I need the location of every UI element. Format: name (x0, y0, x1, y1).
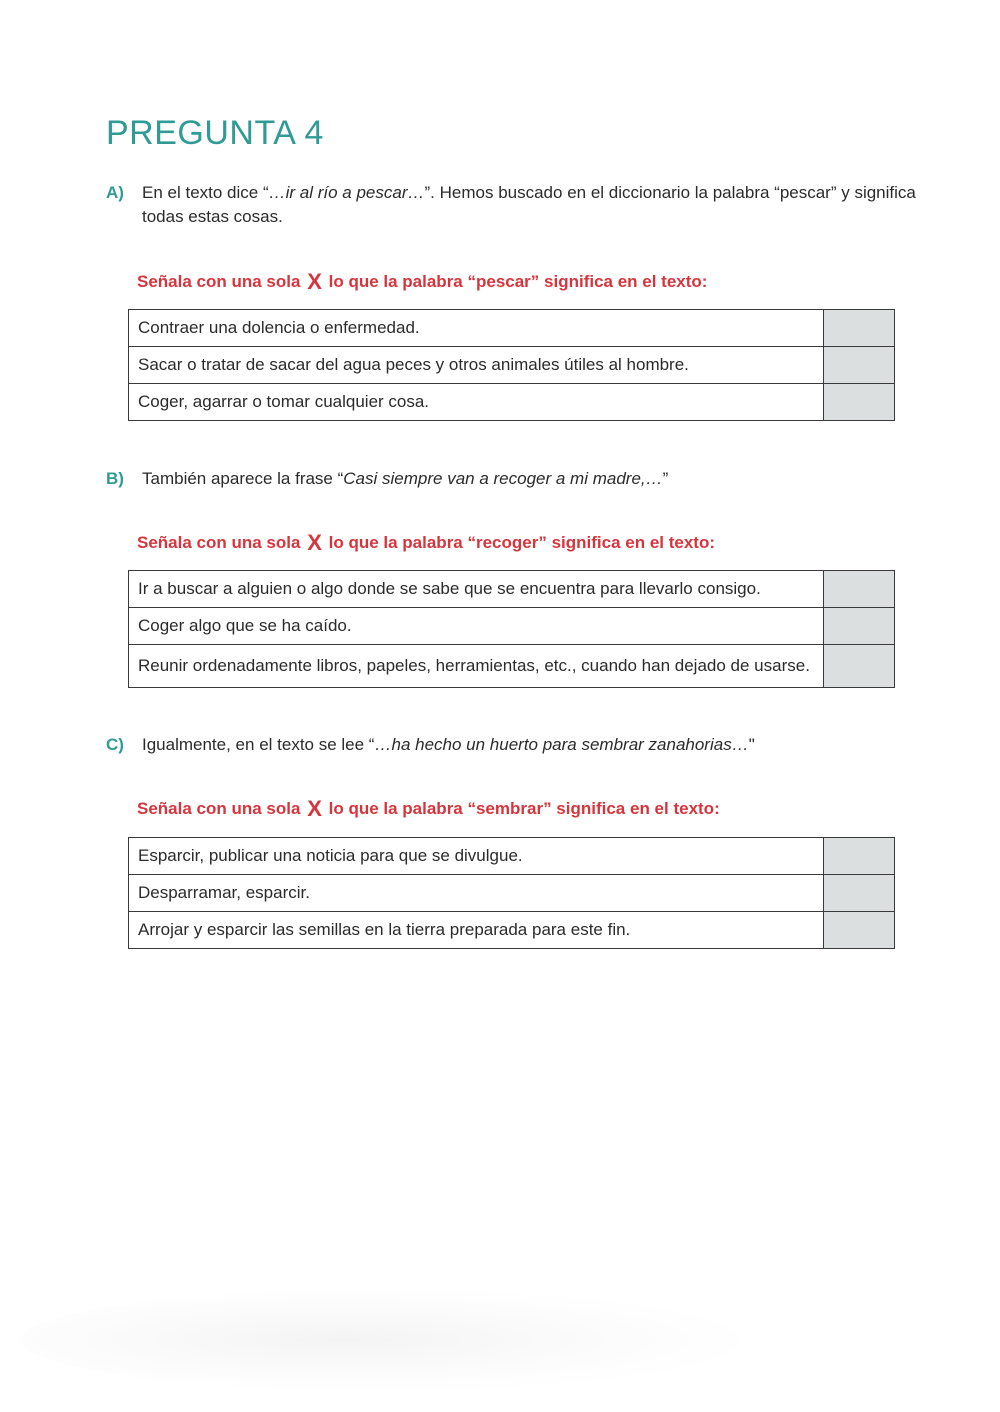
answer-checkbox[interactable] (824, 310, 895, 347)
options-table-c (128, 837, 895, 949)
answer-checkbox[interactable] (824, 645, 895, 688)
option-row (129, 310, 895, 347)
option-text: Reunir ordenadamente libros, papeles, herramientas, etc., cuando han dejado de usarse. (129, 645, 824, 688)
x-mark-icon: X (307, 530, 322, 555)
question-c (106, 733, 926, 757)
instruction-c: Señala con una sola X lo que la palabra “sembrar” significa en el texto: (137, 796, 720, 821)
option-row (129, 347, 895, 384)
background-smudge (20, 1290, 740, 1390)
option-text: Contraer una dolencia o enfermedad. (129, 310, 824, 347)
question-b-text: También aparece la frase “Casi siempre van a recoger a mi madre,…” (142, 469, 669, 488)
answer-checkbox[interactable] (824, 912, 895, 949)
x-mark-icon: X (307, 796, 322, 821)
question-a-letter: A) (106, 183, 124, 202)
option-text: Arrojar y esparcir las semillas en la tierra preparada para este fin. (129, 912, 824, 949)
options-table-b (128, 570, 895, 688)
page-title: PREGUNTA 4 (106, 114, 324, 152)
option-row (129, 571, 895, 608)
option-row (129, 384, 895, 421)
option-text: Coger, agarrar o tomar cualquier cosa. (129, 384, 824, 421)
question-b (106, 467, 926, 491)
x-mark-icon: X (307, 269, 322, 294)
option-text: Sacar o tratar de sacar del agua peces y otros animales útiles al hombre. (129, 347, 824, 384)
option-row (129, 838, 895, 875)
option-text: Ir a buscar a alguien o algo donde se sabe que se encuentra para llevarlo consigo. (129, 571, 824, 608)
answer-checkbox[interactable] (824, 875, 895, 912)
option-text: Desparramar, esparcir. (129, 875, 824, 912)
option-text: Esparcir, publicar una noticia para que se divulgue. (129, 838, 824, 875)
question-a (106, 181, 926, 229)
options-table-a (128, 309, 895, 421)
option-row (129, 608, 895, 645)
question-a-text: En el texto dice “…ir al río a pescar…”. Hemos buscado en el diccionario la palabra “pescar” y significa todas estas cosas. (142, 183, 916, 226)
answer-checkbox[interactable] (824, 608, 895, 645)
answer-checkbox[interactable] (824, 384, 895, 421)
question-c-letter: C) (106, 735, 124, 754)
answer-checkbox[interactable] (824, 571, 895, 608)
answer-checkbox[interactable] (824, 347, 895, 384)
question-c-text: Igualmente, en el texto se lee “…ha hecho un huerto para sembrar zanahorias…" (142, 735, 755, 754)
option-row (129, 912, 895, 949)
option-row (129, 645, 895, 688)
answer-checkbox[interactable] (824, 838, 895, 875)
question-b-letter: B) (106, 469, 124, 488)
instruction-a: Señala con una sola X lo que la palabra “pescar” significa en el texto: (137, 269, 708, 294)
option-row (129, 875, 895, 912)
option-text: Coger algo que se ha caído. (129, 608, 824, 645)
instruction-b: Señala con una sola X lo que la palabra “recoger” significa en el texto: (137, 530, 715, 555)
